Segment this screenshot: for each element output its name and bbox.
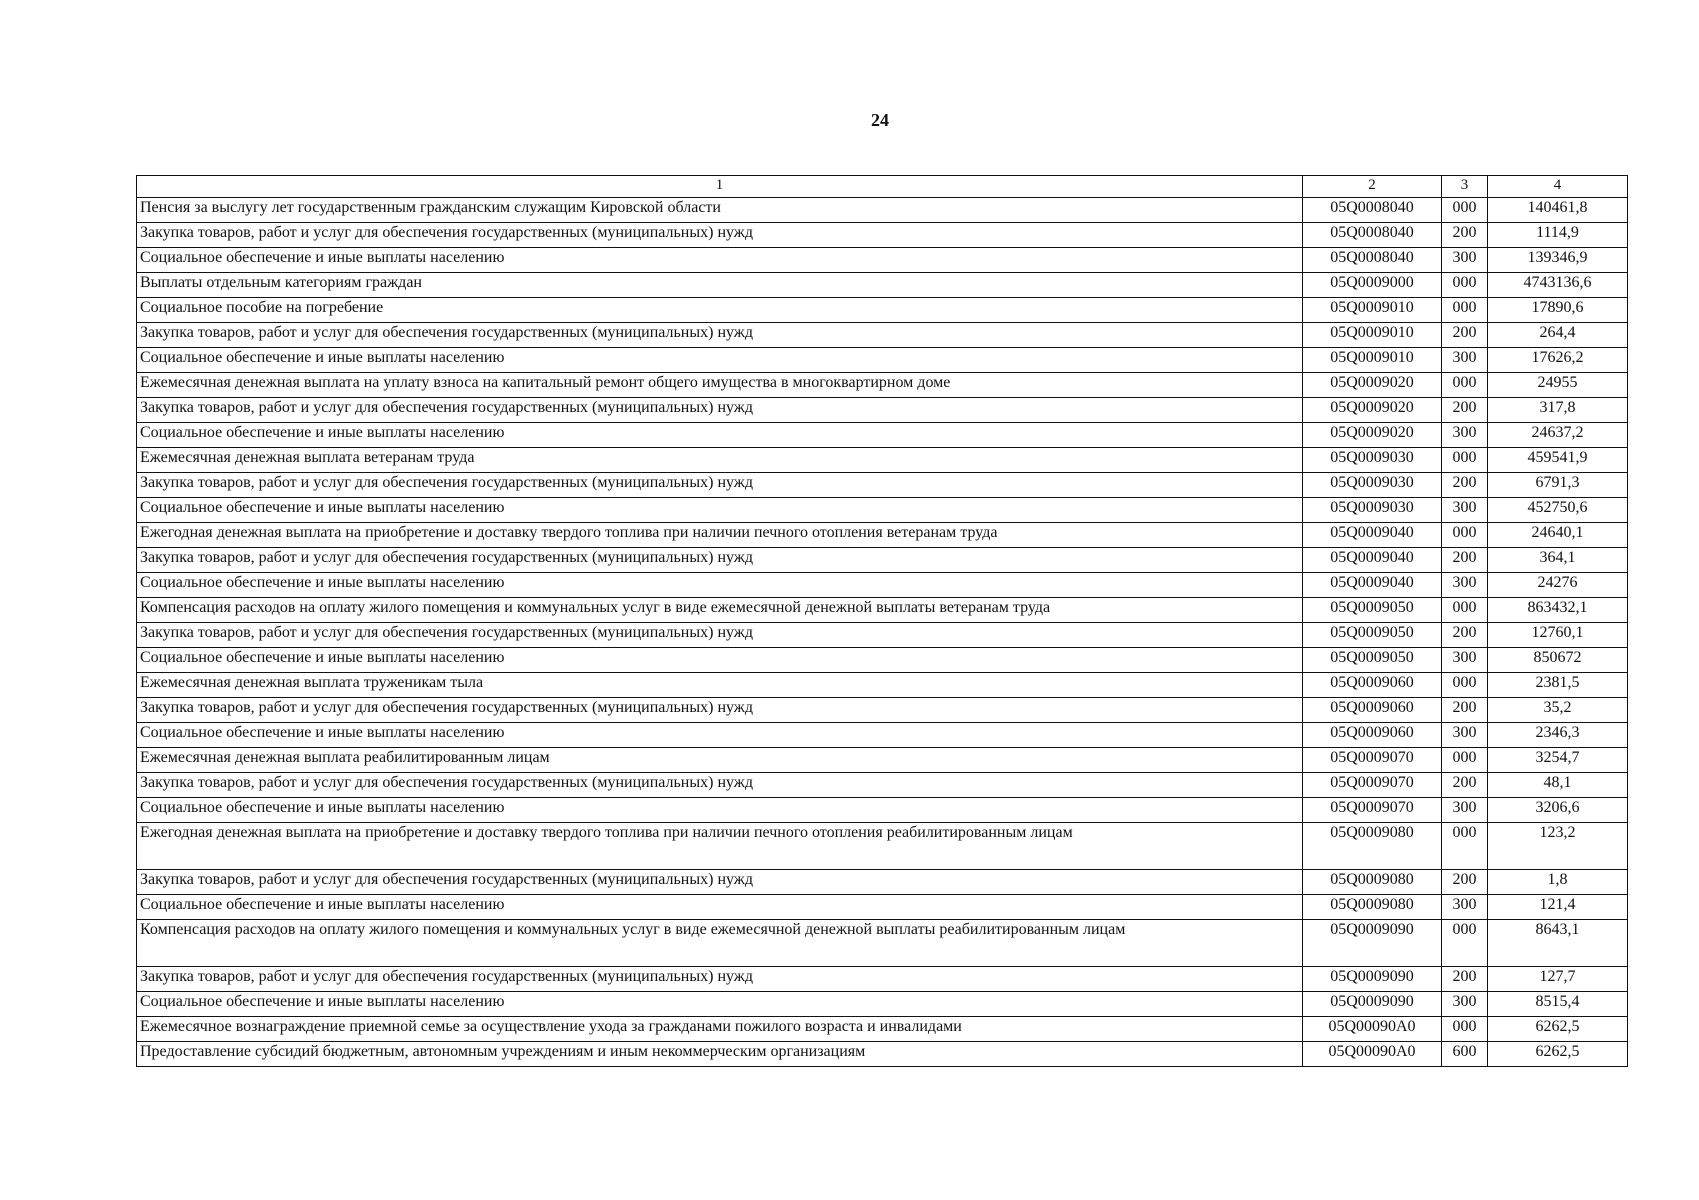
- row-amount: 364,1: [1488, 548, 1628, 573]
- row-code: 05Q0009090: [1303, 967, 1442, 992]
- table-row: [137, 967, 1628, 992]
- row-expense-type: 300: [1442, 498, 1488, 523]
- table-row: [137, 623, 1628, 648]
- table-row: [137, 823, 1628, 870]
- table-row: [137, 298, 1628, 323]
- column-header-2: 2: [1303, 176, 1442, 198]
- table-row: [137, 748, 1628, 773]
- row-expense-type: 000: [1442, 298, 1488, 323]
- row-name: Закупка товаров, работ и услуг для обеспечения государственных (муниципальных) нужд: [137, 323, 1303, 348]
- row-code: 05Q0008040: [1303, 223, 1442, 248]
- row-expense-type: 300: [1442, 992, 1488, 1017]
- row-expense-type: 300: [1442, 648, 1488, 673]
- row-expense-type: 000: [1442, 920, 1488, 967]
- table-row: [137, 648, 1628, 673]
- row-expense-type: 300: [1442, 723, 1488, 748]
- row-name: Ежемесячная денежная выплата реабилитированным лицам: [137, 748, 1303, 773]
- row-expense-type: 000: [1442, 1017, 1488, 1042]
- row-code: 05Q0009080: [1303, 895, 1442, 920]
- row-name: Социальное обеспечение и иные выплаты населению: [137, 648, 1303, 673]
- row-expense-type: 200: [1442, 967, 1488, 992]
- row-amount: 8515,4: [1488, 992, 1628, 1017]
- row-name: Компенсация расходов на оплату жилого помещения и коммунальных услуг в виде ежемесячной денежной выплаты ветеранам труда: [137, 598, 1303, 623]
- row-code: 05Q0009010: [1303, 298, 1442, 323]
- row-code: 05Q0009070: [1303, 748, 1442, 773]
- table-row: [137, 273, 1628, 298]
- row-code: 05Q0009030: [1303, 473, 1442, 498]
- row-code: 05Q0009020: [1303, 423, 1442, 448]
- row-amount: 6262,5: [1488, 1017, 1628, 1042]
- row-name: Ежегодная денежная выплата на приобретение и доставку твердого топлива при наличии печного отопления реабилитированным лицам: [137, 823, 1303, 870]
- row-name: Компенсация расходов на оплату жилого помещения и коммунальных услуг в виде ежемесячной денежной выплаты реабилитированным лицам: [137, 920, 1303, 967]
- table-row: [137, 870, 1628, 895]
- row-code: 05Q0009000: [1303, 273, 1442, 298]
- row-amount: 4743136,6: [1488, 273, 1628, 298]
- row-amount: 24955: [1488, 373, 1628, 398]
- column-header-4: 4: [1488, 176, 1628, 198]
- row-name: Закупка товаров, работ и услуг для обеспечения государственных (муниципальных) нужд: [137, 773, 1303, 798]
- row-code: 05Q0009050: [1303, 623, 1442, 648]
- row-expense-type: 300: [1442, 573, 1488, 598]
- table-body: [137, 198, 1628, 1067]
- row-amount: 6791,3: [1488, 473, 1628, 498]
- row-name: Закупка товаров, работ и услуг для обеспечения государственных (муниципальных) нужд: [137, 623, 1303, 648]
- row-code: 05Q0009070: [1303, 798, 1442, 823]
- row-code: 05Q0009020: [1303, 398, 1442, 423]
- row-amount: 127,7: [1488, 967, 1628, 992]
- row-expense-type: 000: [1442, 373, 1488, 398]
- row-code: 05Q0009040: [1303, 523, 1442, 548]
- row-code: 05Q0009010: [1303, 348, 1442, 373]
- table-row: [137, 1017, 1628, 1042]
- row-name: Предоставление субсидий бюджетным, автономным учреждениям и иным некоммерческим организациям: [137, 1042, 1303, 1067]
- table-row: [137, 920, 1628, 967]
- table-row: [137, 992, 1628, 1017]
- row-name: Социальное пособие на погребение: [137, 298, 1303, 323]
- row-amount: 8643,1: [1488, 920, 1628, 967]
- table-row: [137, 548, 1628, 573]
- row-name: Закупка товаров, работ и услуг для обеспечения государственных (муниципальных) нужд: [137, 967, 1303, 992]
- row-name: Социальное обеспечение и иные выплаты населению: [137, 895, 1303, 920]
- table-row: [137, 773, 1628, 798]
- row-amount: 317,8: [1488, 398, 1628, 423]
- row-expense-type: 200: [1442, 323, 1488, 348]
- row-expense-type: 300: [1442, 248, 1488, 273]
- row-amount: 1,8: [1488, 870, 1628, 895]
- row-expense-type: 000: [1442, 198, 1488, 223]
- row-expense-type: 200: [1442, 698, 1488, 723]
- table-row: [137, 473, 1628, 498]
- row-code: 05Q0009040: [1303, 573, 1442, 598]
- row-code: 05Q0009030: [1303, 448, 1442, 473]
- row-amount: 24276: [1488, 573, 1628, 598]
- row-code: 05Q0009050: [1303, 598, 1442, 623]
- row-code: 05Q0009040: [1303, 548, 1442, 573]
- table-row: [137, 498, 1628, 523]
- table-row: [137, 423, 1628, 448]
- row-amount: 2381,5: [1488, 673, 1628, 698]
- table-row: [137, 523, 1628, 548]
- table-row: [137, 1042, 1628, 1067]
- row-expense-type: 200: [1442, 870, 1488, 895]
- row-code: 05Q0009060: [1303, 723, 1442, 748]
- row-amount: 35,2: [1488, 698, 1628, 723]
- row-expense-type: 600: [1442, 1042, 1488, 1067]
- row-code: 05Q0009080: [1303, 870, 1442, 895]
- row-name: Закупка товаров, работ и услуг для обеспечения государственных (муниципальных) нужд: [137, 398, 1303, 423]
- table-row: [137, 698, 1628, 723]
- row-code: 05Q0009090: [1303, 992, 1442, 1017]
- row-amount: 3206,6: [1488, 798, 1628, 823]
- row-name: Закупка товаров, работ и услуг для обеспечения государственных (муниципальных) нужд: [137, 473, 1303, 498]
- row-amount: 48,1: [1488, 773, 1628, 798]
- row-amount: 24640,1: [1488, 523, 1628, 548]
- row-amount: 3254,7: [1488, 748, 1628, 773]
- row-name: Социальное обеспечение и иные выплаты населению: [137, 992, 1303, 1017]
- row-name: Закупка товаров, работ и услуг для обеспечения государственных (муниципальных) нужд: [137, 698, 1303, 723]
- table-row: [137, 198, 1628, 223]
- row-expense-type: 000: [1442, 673, 1488, 698]
- row-expense-type: 200: [1442, 398, 1488, 423]
- column-header-3: 3: [1442, 176, 1488, 198]
- table-row: [137, 895, 1628, 920]
- row-name: Выплаты отдельным категориям граждан: [137, 273, 1303, 298]
- row-amount: 459541,9: [1488, 448, 1628, 473]
- row-expense-type: 200: [1442, 548, 1488, 573]
- row-amount: 850672: [1488, 648, 1628, 673]
- table-row: [137, 573, 1628, 598]
- table-row: [137, 248, 1628, 273]
- row-amount: 452750,6: [1488, 498, 1628, 523]
- column-header-1: 1: [137, 176, 1303, 198]
- row-expense-type: 200: [1442, 623, 1488, 648]
- row-expense-type: 000: [1442, 598, 1488, 623]
- row-amount: 139346,9: [1488, 248, 1628, 273]
- row-name: Закупка товаров, работ и услуг для обеспечения государственных (муниципальных) нужд: [137, 870, 1303, 895]
- row-expense-type: 000: [1442, 523, 1488, 548]
- row-name: Социальное обеспечение и иные выплаты населению: [137, 248, 1303, 273]
- table-row: [137, 323, 1628, 348]
- table-header-row: [137, 176, 1628, 198]
- table-row: [137, 673, 1628, 698]
- row-expense-type: 200: [1442, 473, 1488, 498]
- row-amount: 123,2: [1488, 823, 1628, 870]
- table-row: [137, 598, 1628, 623]
- row-amount: 1114,9: [1488, 223, 1628, 248]
- row-amount: 863432,1: [1488, 598, 1628, 623]
- row-code: 05Q0009060: [1303, 673, 1442, 698]
- row-amount: 24637,2: [1488, 423, 1628, 448]
- row-name: Закупка товаров, работ и услуг для обеспечения государственных (муниципальных) нужд: [137, 223, 1303, 248]
- row-name: Социальное обеспечение и иные выплаты населению: [137, 573, 1303, 598]
- table-row: [137, 348, 1628, 373]
- row-amount: 12760,1: [1488, 623, 1628, 648]
- row-code: 05Q0009080: [1303, 823, 1442, 870]
- row-name: Пенсия за выслугу лет государственным гражданским служащим Кировской области: [137, 198, 1303, 223]
- row-name: Социальное обеспечение и иные выплаты населению: [137, 798, 1303, 823]
- row-name: Ежемесячная денежная выплата ветеранам труда: [137, 448, 1303, 473]
- table-row: [137, 448, 1628, 473]
- row-code: 05Q00090A0: [1303, 1042, 1442, 1067]
- row-expense-type: 300: [1442, 895, 1488, 920]
- row-amount: 140461,8: [1488, 198, 1628, 223]
- row-expense-type: 300: [1442, 798, 1488, 823]
- row-amount: 121,4: [1488, 895, 1628, 920]
- row-code: 05Q0009070: [1303, 773, 1442, 798]
- row-code: 05Q0009020: [1303, 373, 1442, 398]
- table-row: [137, 398, 1628, 423]
- row-name: Социальное обеспечение и иные выплаты населению: [137, 423, 1303, 448]
- row-name: Социальное обеспечение и иные выплаты населению: [137, 348, 1303, 373]
- table-row: [137, 373, 1628, 398]
- row-name: Ежемесячная денежная выплата труженикам тыла: [137, 673, 1303, 698]
- row-name: Социальное обеспечение и иные выплаты населению: [137, 723, 1303, 748]
- row-code: 05Q0009050: [1303, 648, 1442, 673]
- row-expense-type: 300: [1442, 348, 1488, 373]
- row-name: Ежемесячное вознаграждение приемной семье за осуществление ухода за гражданами пожилого возраста и инвалидами: [137, 1017, 1303, 1042]
- table-row: [137, 798, 1628, 823]
- row-expense-type: 200: [1442, 773, 1488, 798]
- row-expense-type: 000: [1442, 823, 1488, 870]
- row-expense-type: 000: [1442, 748, 1488, 773]
- table-row: [137, 223, 1628, 248]
- row-name: Ежемесячная денежная выплата на уплату взноса на капитальный ремонт общего имущества в многоквартирном доме: [137, 373, 1303, 398]
- row-code: 05Q0008040: [1303, 198, 1442, 223]
- row-amount: 17626,2: [1488, 348, 1628, 373]
- row-code: 05Q0009030: [1303, 498, 1442, 523]
- row-expense-type: 000: [1442, 273, 1488, 298]
- row-code: 05Q0009060: [1303, 698, 1442, 723]
- row-name: Ежегодная денежная выплата на приобретение и доставку твердого топлива при наличии печного отопления ветеранам труда: [137, 523, 1303, 548]
- row-code: 05Q0009010: [1303, 323, 1442, 348]
- row-name: Социальное обеспечение и иные выплаты населению: [137, 498, 1303, 523]
- row-code: 05Q0009090: [1303, 920, 1442, 967]
- row-amount: 6262,5: [1488, 1042, 1628, 1067]
- row-code: 05Q00090A0: [1303, 1017, 1442, 1042]
- table-row: [137, 723, 1628, 748]
- budget-table: [136, 175, 1628, 1067]
- row-amount: 17890,6: [1488, 298, 1628, 323]
- row-expense-type: 300: [1442, 423, 1488, 448]
- row-amount: 264,4: [1488, 323, 1628, 348]
- row-name: Закупка товаров, работ и услуг для обеспечения государственных (муниципальных) нужд: [137, 548, 1303, 573]
- row-expense-type: 000: [1442, 448, 1488, 473]
- row-expense-type: 200: [1442, 223, 1488, 248]
- page-number: 24: [871, 110, 889, 130]
- row-code: 05Q0008040: [1303, 248, 1442, 273]
- row-amount: 2346,3: [1488, 723, 1628, 748]
